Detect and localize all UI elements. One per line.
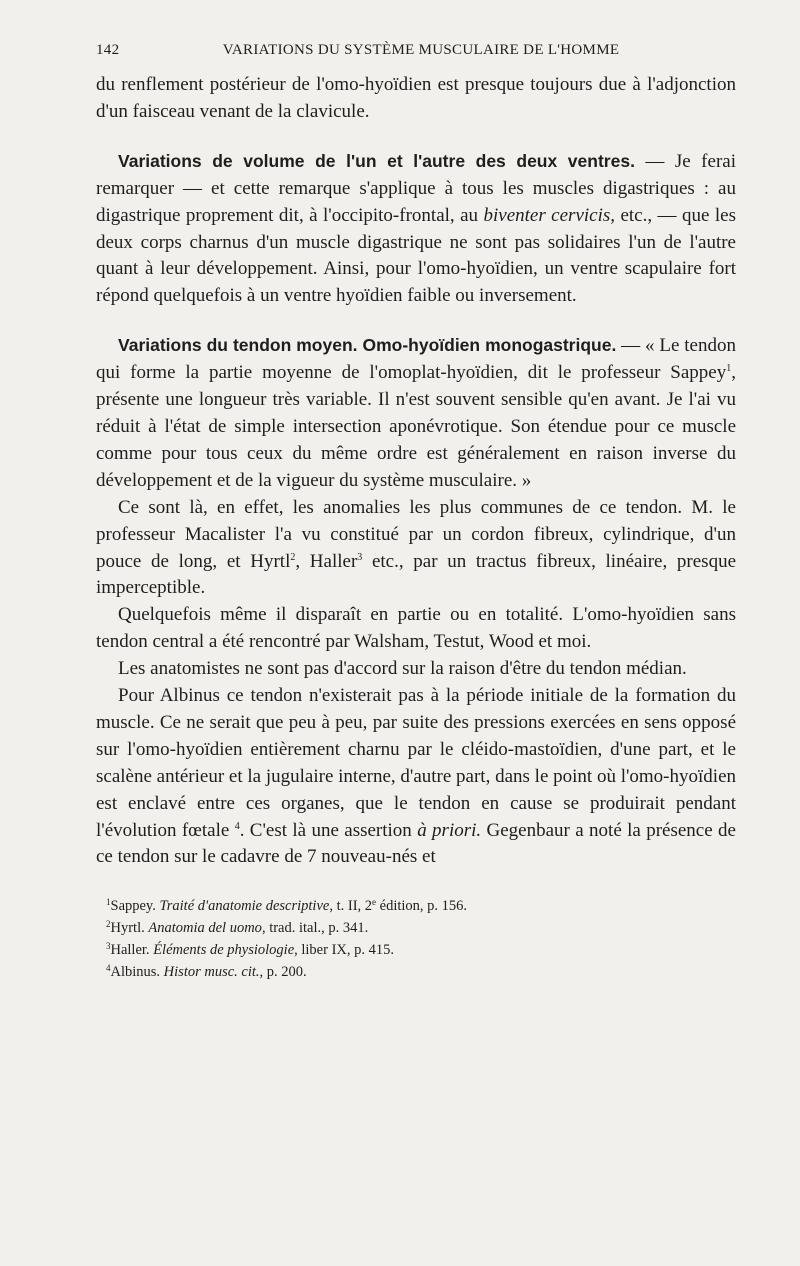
paragraph-intro: du renflement postérieur de l'omo-hyoïdien est presque toujours due à l'adjonction d'un faisceau venant de la clavicule.: [96, 74, 736, 122]
page-number: 142: [96, 42, 120, 58]
paragraph-albinus: Pour Albinus ce tendon n'existerait pas à la période initiale de la formation du muscle. Ce ne serait que peu à peu, par suite des pressions exercées en sens opposé sur l'omo-hyoïdien entièrement charnu par le cléido-mastoïdien, d'une part, et le scalène antérieur et la jugulaire interne, d'autre part, dans le point où l'omo-hyoïdien est enclavé entre ces organes, que le tendon en cause se produirait pendant l'évolution fœtale $^4$. C'est là une assertion à priori. Gegenbaur a noté la présence de ce tendon sur le cadavre de 7 nouveau-nés et: [96, 685, 736, 868]
footnote-4: $^4$Albinus. Histor musc. cit., p. 200.: [106, 963, 307, 981]
running-title: VARIATIONS DU SYSTÈME MUSCULAIRE DE L'HOMME: [222, 42, 620, 58]
footnote-ref-3: 3: [357, 551, 363, 563]
paragraph-disagreement: Les anatomistes ne sont pas d'accord sur la raison d'être du tendon médian.: [118, 658, 687, 680]
section-heading-volume: Variations de volume de l'un et l'autre des deux ventres.: [118, 150, 635, 171]
running-header: [96, 42, 736, 72]
paragraph-volume-variations: Variations de volume de l'un et l'autre des deux ventres. — Je ferai remarquer — et cette remarque s'applique à tous les muscles digastriques : au digastrique proprement dit, à l'occipito-frontal, au biventer cervicis, etc., — que les deux corps charnus d'un muscle digastrique ne sont pas solidaires l'un de l'autre quant à leur développement. Ainsi, pour l'omo-hyoïdien, un ventre scapulaire fort répond quelquefois à un ventre hyoïdien faible ou inversement.: [96, 150, 736, 307]
page: [96, 42, 736, 983]
paragraph-tendon-variations: Variations du tendon moyen. Omo-hyoïdien monogastrique. — « Le tendon qui forme la partie moyenne de l'omoplat-hyoïdien, dit le professeur Sappey$^1$, présente une longueur très variable. Il n'est souvent sensible qu'en avant. Je l'ai vu réduit à l'état de simple intersection aponévrotique. Son étendue pour ce muscle comme pour tous ceux du même ordre est généralement en raison inverse du développement et de la vigueur du système musculaire. »: [96, 335, 736, 491]
paragraph-anomalies: Ce sont là, en effet, les anomalies les plus communes de ce tendon. M. le professeur Macalister l'a vu constitué par un cordon fibreux, cylindrique, d'un pouce de long, et Hyrtl$^2$, Haller$^3$ etc., par un tractus fibreux, linéaire, presque imperceptible.: [96, 496, 736, 599]
footnote-1: $^1$Sappey. Traité d'anatomie descriptive, t. II, 2e édition, p. 156.: [106, 897, 468, 915]
footnote-ref-1: 1: [726, 363, 732, 375]
footnotes: [96, 895, 736, 983]
paragraph-absence: Quelquefois même il disparaît en partie ou en totalité. L'omo-hyoïdien sans tendon central a été rencontré par Walsham, Testut, Wood et moi.: [96, 604, 736, 653]
footnote-3: $^3$Haller. Éléments de physiologie, liber IX, p. 415.: [106, 941, 394, 959]
footnote-2: $^2$Hyrtl. Anatomia del uomo, trad. ital., p. 341.: [106, 919, 369, 937]
footnote-ref-2: 2: [290, 551, 296, 563]
section-heading-tendon: Variations du tendon moyen. Omo-hyoïdien monogastrique.: [118, 335, 617, 356]
footnote-ref-4: 4: [234, 820, 240, 832]
